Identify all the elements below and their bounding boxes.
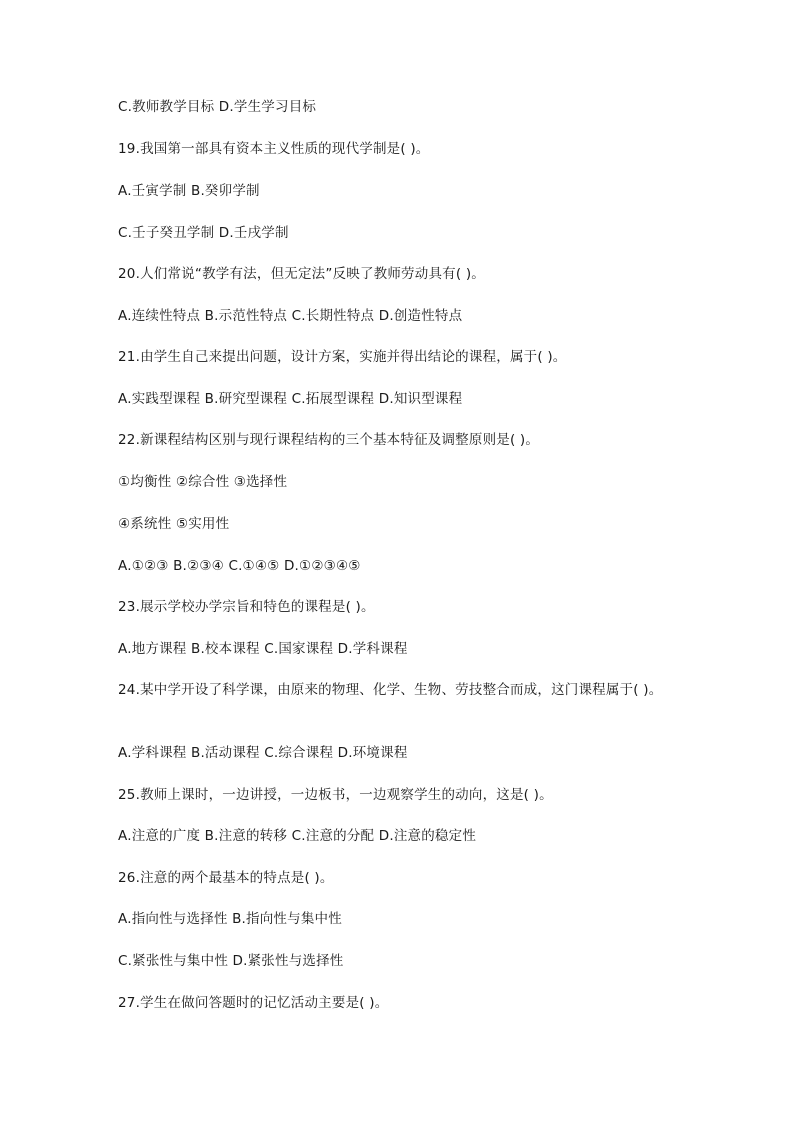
- option-line-19-ab: A.壬寅学制 B.癸卯学制: [118, 183, 260, 199]
- option-line-19-cd: C.壬子癸丑学制 D.壬戌学制: [118, 225, 289, 241]
- option-line-20: A.连续性特点 B.示范性特点 C.长期性特点 D.创造性特点: [118, 308, 463, 324]
- statement-line-22b: ④系统性 ⑤实用性: [118, 516, 230, 532]
- option-line-22: A.①②③ B.②③④ C.①④⑤ D.①②③④⑤: [118, 558, 361, 574]
- question-24: 24.某中学开设了科学课，由原来的物理、化学、生物、劳技整合而成，这门课程属于( )。: [118, 682, 663, 698]
- question-22: 22.新课程结构区别与现行课程结构的三个基本特征及调整原则是( )。: [118, 432, 540, 448]
- option-line-18-cd: C.教师教学目标 D.学生学习目标: [118, 99, 317, 115]
- option-line-21: A.实践型课程 B.研究型课程 C.拓展型课程 D.知识型课程: [118, 391, 463, 407]
- option-line-24: A.学科课程 B.活动课程 C.综合课程 D.环境课程: [118, 745, 408, 761]
- option-line-23: A.地方课程 B.校本课程 C.国家课程 D.学科课程: [118, 641, 408, 657]
- question-23: 23.展示学校办学宗旨和特色的课程是( )。: [118, 599, 375, 615]
- question-20: 20.人们常说“教学有法，但无定法”反映了教师劳动具有( )。: [118, 266, 485, 282]
- statement-line-22a: ①均衡性 ②综合性 ③选择性: [118, 474, 288, 490]
- question-26: 26.注意的两个最基本的特点是( )。: [118, 870, 334, 886]
- option-line-25: A.注意的广度 B.注意的转移 C.注意的分配 D.注意的稳定性: [118, 828, 477, 844]
- option-line-26-ab: A.指向性与选择性 B.指向性与集中性: [118, 911, 342, 927]
- question-25: 25.教师上课时，一边讲授，一边板书，一边观察学生的动向，这是( )。: [118, 787, 553, 803]
- question-27: 27.学生在做问答题时的记忆活动主要是( )。: [118, 995, 389, 1011]
- question-21: 21.由学生自己来提出问题，设计方案，实施并得出结论的课程，属于( )。: [118, 349, 567, 365]
- question-19: 19.我国第一部具有资本主义性质的现代学制是( )。: [118, 141, 430, 157]
- option-line-26-cd: C.紧张性与集中性 D.紧张性与选择性: [118, 953, 344, 969]
